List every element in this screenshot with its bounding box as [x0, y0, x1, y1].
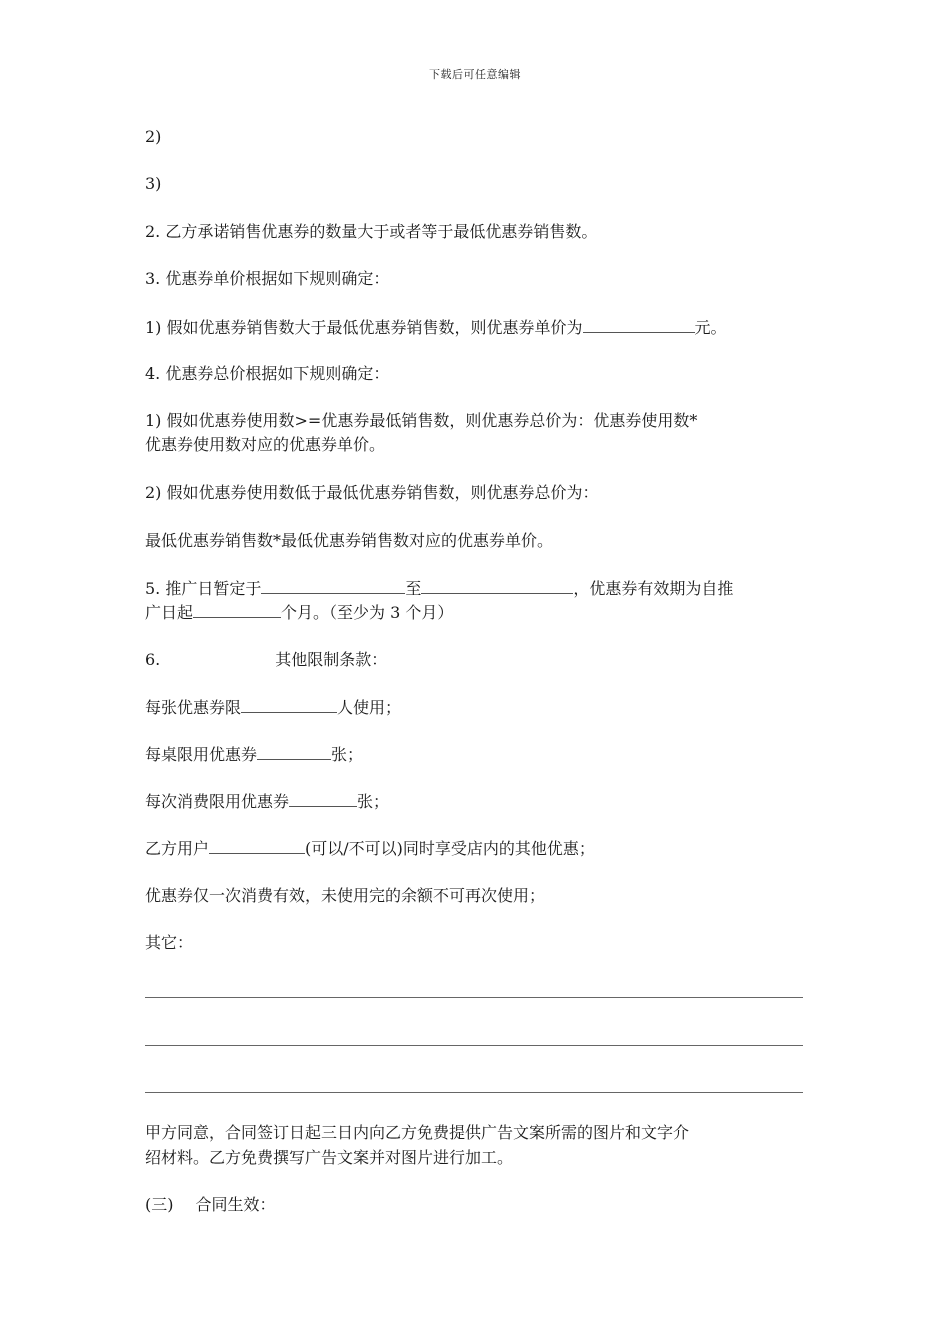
other-terms-line-1[interactable]: [145, 997, 803, 998]
restriction-per-table: [145, 742, 363, 767]
validity-months-blank[interactable]: [193, 600, 281, 618]
clause-6: [145, 648, 387, 672]
clause-5-line-2: [145, 600, 453, 625]
clause-5-line-1: [145, 576, 733, 601]
restriction-other-label: 其它：: [145, 933, 194, 952]
clause-4-1-line-1: 1) 假如优惠券使用数>=优惠券最低销售数，则优惠券总价为：优惠券使用数*: [145, 411, 698, 430]
restriction-per-visit: [145, 789, 389, 814]
combine-offers-blank[interactable]: [209, 836, 305, 854]
section-3-title: 合同生效：: [195, 1195, 276, 1214]
restriction-text: 每次消费限用优惠券: [145, 792, 290, 811]
other-terms-line-3[interactable]: [145, 1092, 803, 1093]
section-3-number: (三): [145, 1195, 174, 1214]
restriction-text: 乙方用户: [145, 839, 210, 858]
clause-5-text-4: 个月。（至少为 3 个月）: [281, 603, 454, 622]
clause-6-number: 6.: [145, 650, 161, 669]
clause-4-3: 最低优惠券销售数*最低优惠券销售数对应的优惠券单价。: [145, 531, 554, 550]
clause-3: 3. 优惠券单价根据如下规则确定：: [145, 269, 390, 288]
clause-4-2: 2) 假如优惠券使用数低于最低优惠券销售数，则优惠券总价为：: [145, 483, 599, 502]
restriction-per-coupon: [145, 695, 401, 720]
clause-3-1-text: 1) 假如优惠券销售数大于最低优惠券销售数，则优惠券单价为: [145, 318, 583, 337]
restriction-text: 每张优惠券限: [145, 698, 242, 717]
agreement-line-1: 甲方同意，合同签订日起三日内向乙方免费提供广告文案所需的图片和文字介: [145, 1123, 690, 1142]
clause-2: 2. 乙方承诺销售优惠券的数量大于或者等于最低优惠券销售数。: [145, 222, 598, 241]
coupons-per-table-blank[interactable]: [257, 742, 331, 760]
clause-4-1-line-2: 优惠券使用数对应的优惠券单价。: [145, 435, 386, 454]
start-date-blank[interactable]: [261, 576, 405, 594]
restriction-text: 每桌限用优惠券: [145, 745, 258, 764]
list-item: 3): [145, 174, 162, 193]
page-header-note: 下载后可任意编辑: [429, 68, 521, 81]
clause-5-text-3: 广日起: [145, 603, 194, 622]
agreement-line-2: 绍材料。乙方免费撰写广告文案并对图片进行加工。: [145, 1148, 514, 1167]
restriction-text: 人使用；: [337, 698, 402, 717]
clause-4: 4. 优惠券总价根据如下规则确定：: [145, 364, 390, 383]
clause-5-to: 至: [405, 579, 422, 598]
restriction-text: 张；: [331, 745, 364, 764]
clause-5-text: 5. 推广日暂定于: [145, 579, 262, 598]
coupons-per-visit-blank[interactable]: [289, 789, 357, 807]
clause-3-1-suffix: 元。: [694, 318, 727, 337]
restriction-text: 张；: [357, 792, 390, 811]
restriction-single-use: 优惠券仅一次消费有效，未使用完的余额不可再次使用；: [145, 886, 546, 905]
end-date-blank[interactable]: [421, 576, 573, 594]
section-3-heading: [145, 1193, 276, 1217]
unit-price-blank[interactable]: [583, 315, 695, 333]
restriction-other-offers: [145, 836, 595, 861]
other-terms-line-2[interactable]: [145, 1045, 803, 1046]
clause-6-text: 其他限制条款：: [275, 650, 388, 669]
clause-5-text-2: ，优惠券有效期为自推: [573, 579, 734, 598]
list-item: 2): [145, 127, 162, 146]
persons-per-coupon-blank[interactable]: [241, 695, 337, 713]
restriction-text: (可以/不可以)同时享受店内的其他优惠；: [305, 839, 595, 858]
clause-3-1: [145, 315, 727, 340]
